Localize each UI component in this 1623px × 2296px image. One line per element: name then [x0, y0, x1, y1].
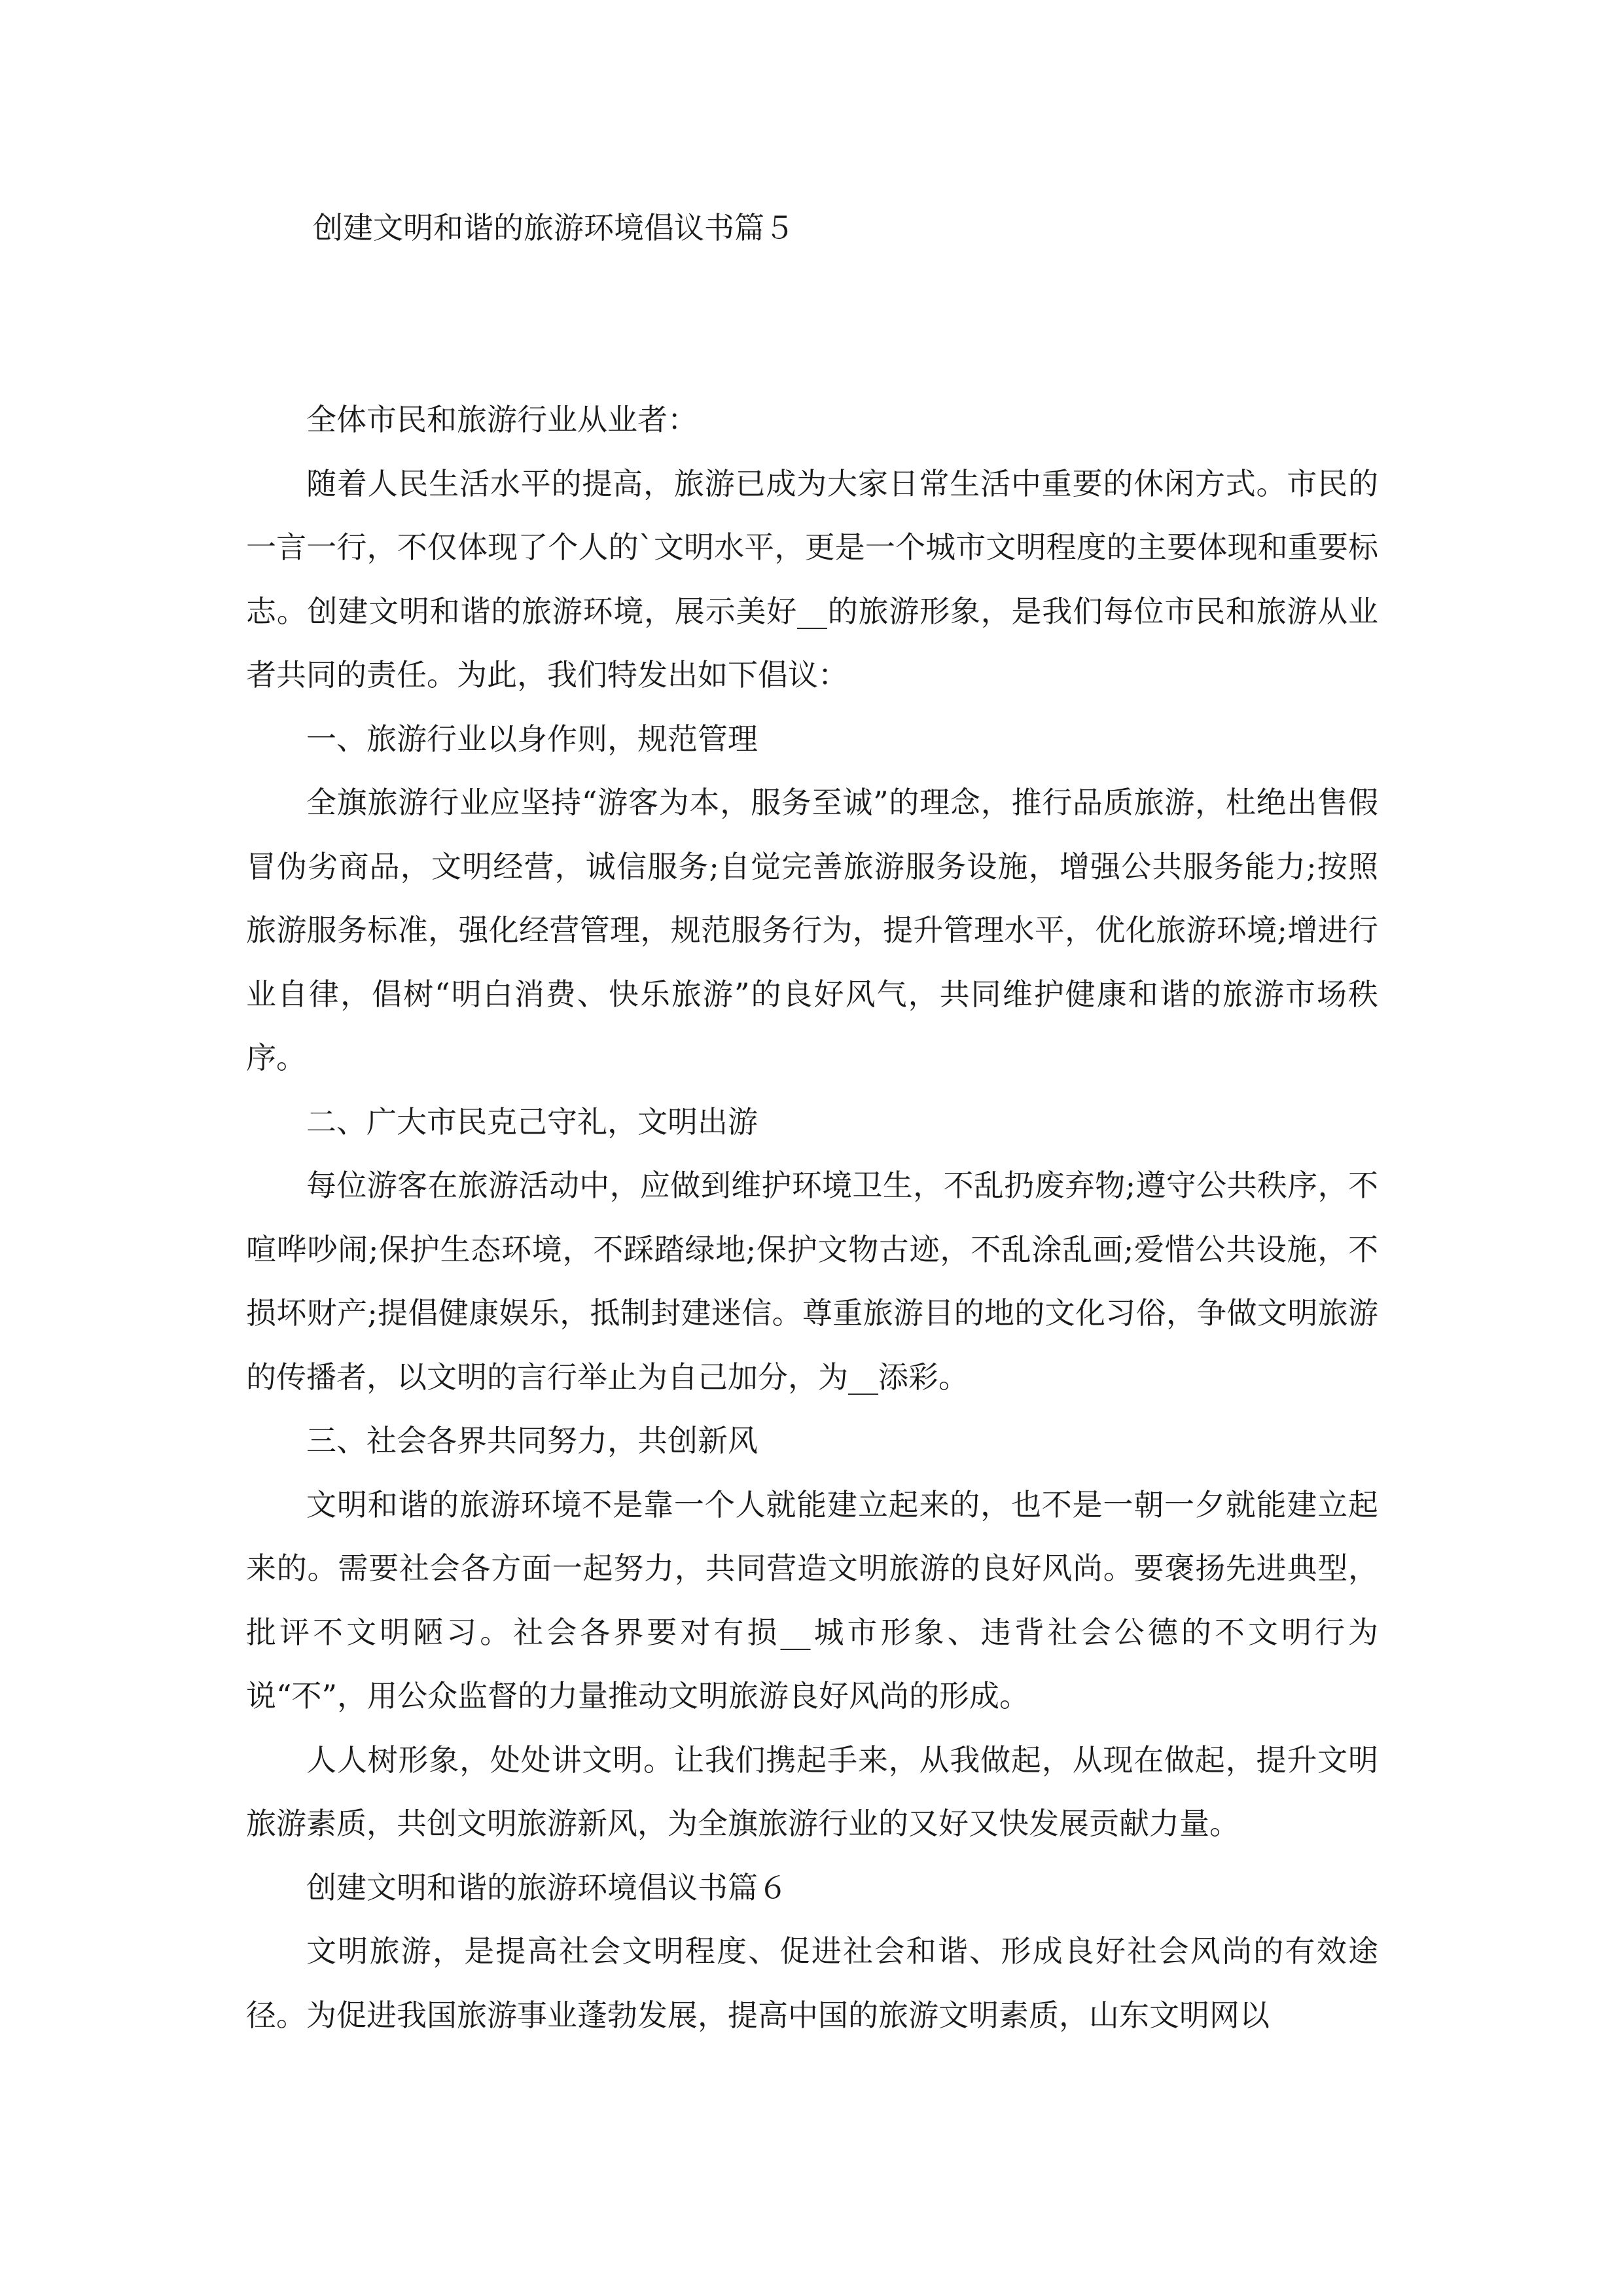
heading-two: 二、广大市民克己守礼，文明出游	[306, 1103, 758, 1139]
paragraph-closing: 人人树形象，处处讲文明。让我们携起手来，从我做起，从现在做起，提升文明旅游素质，共创文明旅游新风，为全旗旅游行业的又好又快发展贡献力量。	[246, 1742, 1378, 1841]
paragraph-industry: 全旗旅游行业应坚持“游客为本，服务至诚”的理念，推行品质旅游，杜绝出售假冒伪劣商品，文明经营，诚信服务;自觉完善旅游服务设施，增强公共服务能力;按照旅游服务标准，强化经营管理，规范服务行为，提升管理水平，优化旅游环境;增进行业自律，倡树“明白消费、快乐旅游”的良好风气，共同维护健康和谐的旅游市场秩序。	[246, 785, 1378, 1075]
paragraph-section-6: 文明旅游，是提高社会文明程度、促进社会和谐、形成良好社会风尚的有效途径。为促进我国旅游事业蓬勃发展，提高中国的旅游文明素质，山东文明网以	[246, 1933, 1378, 2033]
section-title: 创建文明和谐的旅游环境倡议书篇５	[313, 210, 794, 245]
heading-three: 三、社会各界共同努力，共创新风	[306, 1423, 758, 1458]
paragraph-citizens: 每位游客在旅游活动中，应做到维护环境卫生，不乱扔废弃物;遵守公共秩序，不喧哗吵闹;保护生态环境，不踩踏绿地;保护文物古迹，不乱涂乱画;爱惜公共设施，不损坏财产;提倡健康娱乐，抵制封建迷信。尊重旅游目的地的文化习俗，争做文明旅游的传播者，以文明的言行举止为自己加分，为__添彩。	[246, 1168, 1378, 1395]
salutation: 全体市民和旅游行业从业者：	[306, 402, 698, 437]
paragraph-society: 文明和谐的旅游环境不是靠一个人就能建立起来的，也不是一朝一夕就能建立起来的。需要社会各方面一起努力，共同营造文明旅游的良好风尚。要褒扬先进典型，批评不文明陋习。社会各界要对有损__城市形象、违背社会公德的不文明行为说“不”，用公众监督的力量推动文明旅游良好风尚的形成。	[246, 1486, 1378, 1713]
section-title-6: 创建文明和谐的旅游环境倡议书篇６	[306, 1869, 788, 1905]
paragraph-intro: 随着人民生活水平的提高，旅游已成为大家日常生活中重要的休闲方式。市民的一言一行，不仅体现了个人的`文明水平，更是一个城市文明程度的主要体现和重要标志。创建文明和谐的旅游环境，展示美好__的旅游形象，是我们每位市民和旅游从业者共同的责任。为此，我们特发出如下倡议：	[246, 465, 1378, 692]
heading-one: 一、旅游行业以身作则，规范管理	[306, 721, 758, 757]
document-body	[246, 388, 1378, 2047]
